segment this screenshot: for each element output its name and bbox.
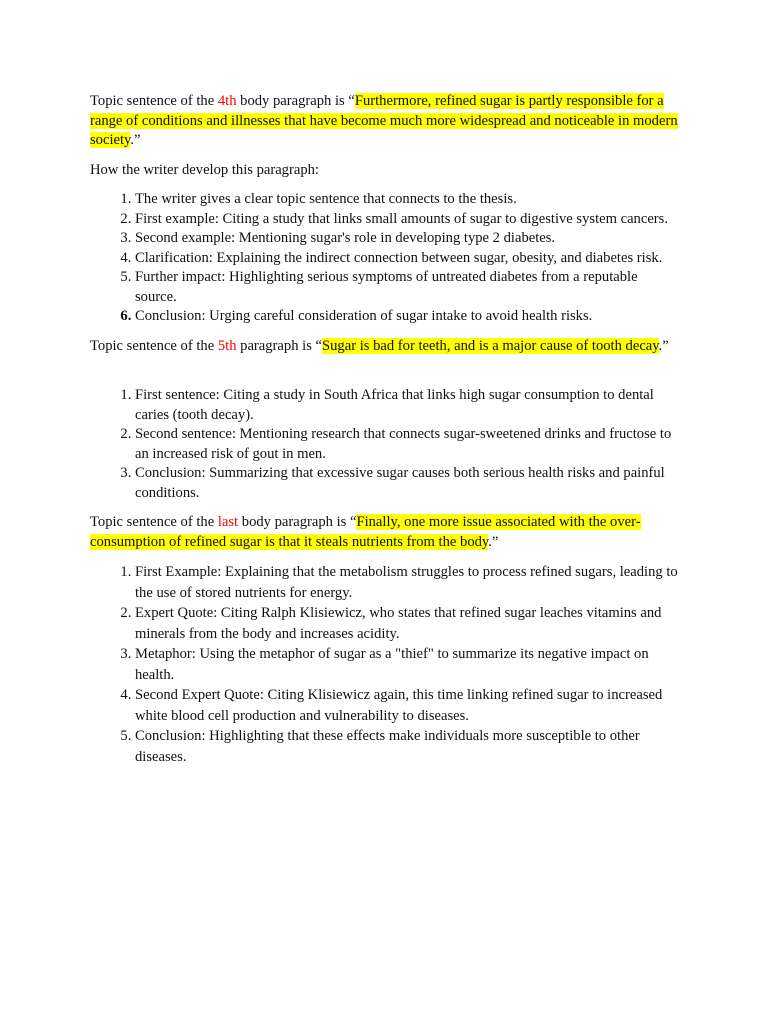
list-item: 2. First example: Citing a study that links small amounts of sugar to digestive system cancers. — [135, 210, 680, 230]
list-item: 3. Conclusion: Summarizing that excessive sugar causes both serious health risks and painful conditions. — [135, 464, 680, 503]
development-list-5th — [90, 386, 680, 503]
ordinal-label: last — [217, 514, 239, 530]
intro-suffix: .” — [488, 533, 499, 550]
intro-prefix: Topic sentence of the — [90, 514, 218, 530]
blank-line — [90, 366, 680, 386]
intro-middle: paragraph is “ — [236, 337, 322, 354]
intro-middle: body paragraph is “ — [236, 93, 355, 109]
intro-suffix: .” — [658, 337, 669, 354]
topic-sentence-5th-paragraph — [90, 337, 680, 357]
list-item: 2. Expert Quote: Citing Ralph Klisiewicz, who states that refined sugar leaches vitamins and minerals from the body and increases acidity. — [135, 603, 680, 644]
develop-heading: How the writer develop this paragraph: — [90, 161, 319, 178]
list-item: 3. Second example: Mentioning sugar's role in developing type 2 diabetes. — [135, 229, 680, 249]
development-list-last — [90, 562, 680, 767]
list-item: 4. Clarification: Explaining the indirect connection between sugar, obesity, and diabetes risk. — [135, 249, 680, 269]
list-item: 1. The writer gives a clear topic sentence that connects to the thesis. — [135, 190, 680, 210]
development-list-4th — [90, 190, 680, 327]
ordinal-label: 5th — [217, 337, 237, 354]
intro-suffix: .” — [130, 132, 141, 148]
list-item: 3. Metaphor: Using the metaphor of sugar as a "thief" to summarize its negative impact on health. — [135, 644, 680, 685]
intro-prefix: Topic sentence of the — [90, 337, 218, 354]
list-item: 5. Further impact: Highlighting serious symptoms of untreated diabetes from a reputable source. — [135, 268, 680, 307]
document-page — [90, 92, 680, 777]
list-item: 2. Second sentence: Mentioning research that connects sugar-sweetened drinks and fructose to an increased risk of gout in men. — [135, 425, 680, 464]
intro-prefix: Topic sentence of the — [90, 93, 218, 109]
highlighted-topic-sentence: Furthermore, refined sugar is partly responsible for a range of conditions and illnesses that have become much more widespread and noticeable in modern society — [90, 93, 678, 148]
list-item: 6. Conclusion: Urging careful consideration of sugar intake to avoid health risks. — [135, 307, 680, 327]
topic-sentence-4th-paragraph — [90, 92, 680, 151]
list-item: 5. Conclusion: Highlighting that these effects make individuals more susceptible to other diseases. — [135, 726, 680, 767]
highlighted-topic-sentence: Finally, one more issue associated with the over-consumption of refined sugar is that it steals nutrients from the body — [90, 514, 641, 550]
ordinal-label: 4th — [217, 93, 237, 109]
topic-sentence-last-paragraph — [90, 513, 680, 552]
highlighted-topic-sentence: Sugar is bad for teeth, and is a major cause of tooth decay — [322, 337, 659, 354]
list-item: 4. Second Expert Quote: Citing Klisiewicz again, this time linking refined sugar to increased white blood cell production and vulnerability to diseases. — [135, 685, 680, 726]
intro-middle: body paragraph is “ — [238, 514, 357, 530]
list-item: 1. First Example: Explaining that the metabolism struggles to process refined sugars, leading to the use of stored nutrients for energy. — [135, 562, 680, 603]
list-item: 1. First sentence: Citing a study in South Africa that links high sugar consumption to dental caries (tooth decay). — [135, 386, 680, 425]
